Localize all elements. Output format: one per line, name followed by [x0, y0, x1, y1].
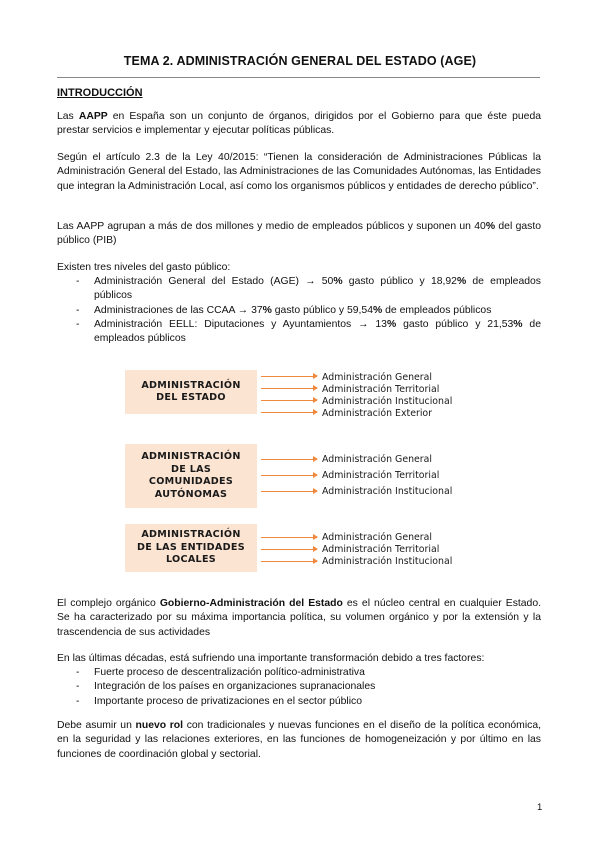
levels-list	[57, 275, 541, 346]
levels-intro: Existen tres niveles del gasto público:	[57, 262, 231, 273]
sub-item-label: Administración Institucional	[322, 486, 453, 497]
sub-item-label: Administración Territorial	[322, 470, 440, 481]
sub-item-label: Administración General	[322, 372, 433, 383]
sub-item-label: Administración Institucional	[322, 396, 453, 407]
sub-item-label: Administración Territorial	[322, 384, 440, 395]
arrow	[261, 459, 317, 460]
paragraph-gobierno-administracion: El complejo orgánico Gobierno-Administración del Estado es el núcleo central en cualquier Estado. Se ha caracterizado por su máxima importancia política, su volumen orgánico y por la extensión y la trascendencia de sus actividades	[57, 598, 542, 638]
sub-item-label: Administración Exterior	[322, 408, 433, 419]
arrow	[261, 491, 317, 492]
arrow	[261, 400, 317, 401]
sub-item-label: Administración General	[322, 532, 433, 543]
page-number: 1	[537, 802, 543, 813]
list-item: - Integración de los países en organizaciones supranacionales	[76, 681, 376, 693]
list-item: - Administración EELL: Diputaciones y Ayuntamientos → 13% gasto público y 21,53% de empleados públicos	[76, 318, 541, 345]
sub-item-label: Administración Territorial	[322, 544, 440, 555]
sub-item-label: Administración General	[322, 454, 433, 465]
list-item: - Administraciones de las CCAA → 37% gasto público y 59,54% de empleados públicos	[76, 304, 492, 316]
arrow	[261, 412, 317, 413]
paragraph-nuevo-rol: Debe asumir un nuevo rol con tradicionales y nuevas funciones en el diseño de la política económica, en la seguridad y las relaciones exteriores, en las funciones de homogeneización y por último en las funciones de coordinación global y sectorial.	[57, 720, 541, 760]
sub-item-label: Administración Institucional	[322, 556, 453, 567]
section-heading: INTRODUCCIÓN	[57, 87, 143, 99]
box-administracion-eell: ADMINISTRACIÓN DE LAS ENTIDADES LOCALES	[125, 524, 257, 572]
box-administracion-estado: ADMINISTRACIÓN DEL ESTADO	[125, 370, 257, 414]
paragraph-aapp-definition: Las AAPP en España son un conjunto de órganos, dirigidos por el Gobierno para que éste pueda prestar servicios e implementar y ejecutar políticas públicas.	[57, 111, 542, 137]
list-item: - Importante proceso de privatizaciones en el sector público	[76, 695, 362, 707]
administration-diagram	[120, 364, 453, 580]
arrow	[261, 561, 317, 562]
factors-intro: En las últimas décadas, está sufriendo una importante transformación debido a tres factores:	[57, 653, 485, 664]
page-title: TEMA 2. ADMINISTRACIÓN GENERAL DEL ESTADO (AGE)	[123, 54, 477, 68]
list-item: - Administración General del Estado (AGE) → 50% gasto público y 18,92% de empleados públicos	[76, 276, 541, 302]
arrow	[261, 376, 317, 377]
paragraph-ley-40-2015: Según el artículo 2.3 de la Ley 40/2015: “Tienen la consideración de Administraciones Públicas la Administración General del Estado, las Administraciones de las Comunidades Autónomas, las Entidades que integran la Administración Local, así como los organismos públicos y entidades de derecho público”.	[57, 152, 541, 192]
arrow	[261, 537, 317, 538]
arrow	[261, 388, 317, 389]
list-item: - Fuerte proceso de descentralización político-administrativa	[76, 667, 365, 678]
title-divider	[57, 77, 540, 78]
arrow	[261, 549, 317, 550]
arrow	[261, 475, 317, 476]
factors-list	[57, 666, 541, 709]
box-administracion-ccaa: ADMINISTRACIÓN DE LAS COMUNIDADES AUTÓNOMAS	[125, 444, 257, 508]
paragraph-aapp-figures: Las AAPP agrupan a más de dos millones y medio de empleados públicos y suponen un 40% del gasto público (PIB)	[57, 221, 541, 247]
